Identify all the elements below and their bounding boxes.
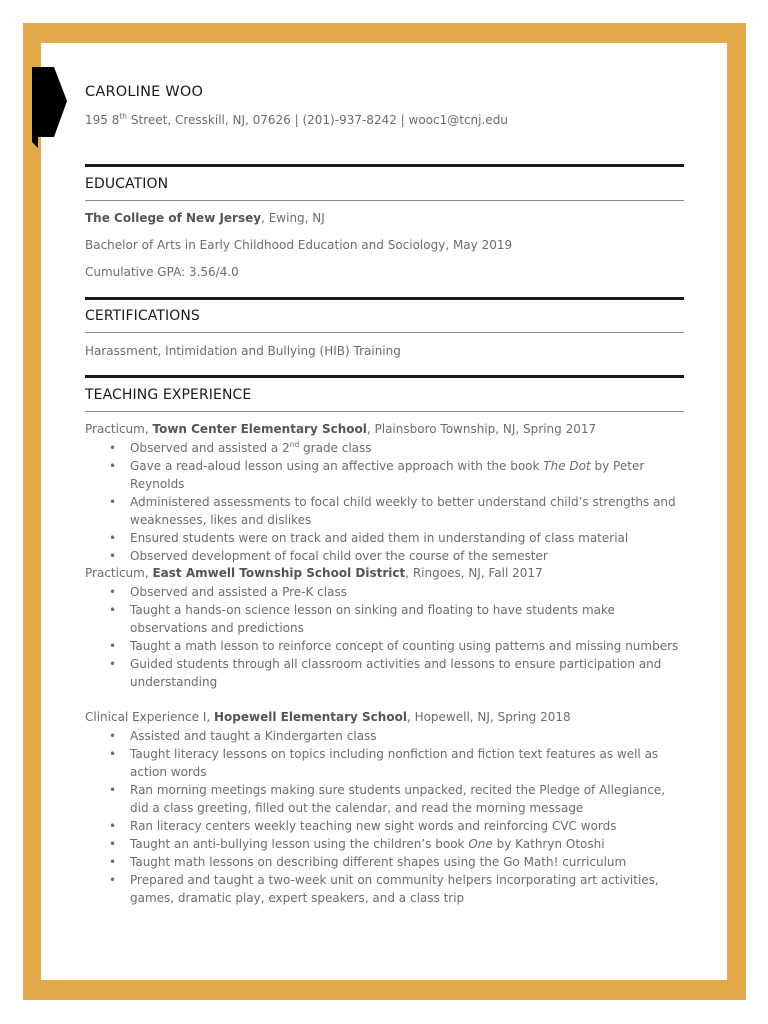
section-title-certifications: CERTIFICATIONS xyxy=(85,308,200,324)
list-item: • Ran literacy centers weekly teaching new sight words and reinforcing CVC words xyxy=(109,819,617,833)
bullet-icon: • xyxy=(109,657,117,671)
bullet-icon: • xyxy=(109,531,117,545)
list-item: • Prepared and taught a two-week unit on community helpers incorporating art activities, games, dramatic play, expert speakers, and a class trip xyxy=(109,873,659,905)
bullet-icon: • xyxy=(109,459,117,473)
education-gpa: Cumulative GPA: 3.56/4.0 xyxy=(85,265,239,279)
job-heading: Clinical Experience I, Hopewell Elementary School, Hopewell, NJ, Spring 2018 xyxy=(85,710,571,724)
education-school: The College of New Jersey, Ewing, NJ xyxy=(85,211,325,225)
contact-line: 195 8th Street, Cresskill, NJ, 07626 | (201)-937-8242 | wooc1@tcnj.edu xyxy=(85,112,508,127)
header-tab-marker xyxy=(32,67,68,148)
job-bullet-list xyxy=(85,439,685,565)
bullet-icon: • xyxy=(109,549,117,563)
section-rule-thick xyxy=(85,297,684,300)
section-title-education: EDUCATION xyxy=(85,176,169,192)
list-item: • Gave a read-aloud lesson using an affective approach with the book The Dot by Peter Reynolds xyxy=(109,459,645,491)
list-item: • Taught a hands-on science lesson on sinking and floating to have students make observations and predictions xyxy=(109,603,615,635)
section-rule-thick xyxy=(85,164,684,167)
bullet-icon: • xyxy=(109,855,117,869)
bullet-icon: • xyxy=(109,585,117,599)
list-item: • Observed and assisted a Pre-K class xyxy=(109,585,347,599)
list-item: • Observed and assisted a 2nd grade class xyxy=(109,440,372,455)
applicant-name: CAROLINE WOO xyxy=(85,84,204,100)
bullet-icon: • xyxy=(109,729,117,743)
bullet-icon: • xyxy=(109,819,117,833)
list-item: • Taught an anti-bullying lesson using the children’s book One by Kathryn Otoshi xyxy=(109,837,605,851)
list-item: • Administered assessments to focal child weekly to better understand child’s strengths and weaknesses, likes and dislikes xyxy=(109,495,676,527)
list-item: • Taught literacy lessons on topics including nonfiction and fiction text features as well as action words xyxy=(109,747,659,779)
job-heading: Practicum, Town Center Elementary School, Plainsboro Township, NJ, Spring 2017 xyxy=(85,422,597,436)
list-item: • Observed development of focal child over the course of the semester xyxy=(109,549,548,563)
list-item: • Guided students through all classroom activities and lessons to ensure participation and understanding xyxy=(109,657,662,689)
bullet-icon: • xyxy=(109,837,117,851)
section-rule-thick xyxy=(85,375,684,378)
list-item: • Ensured students were on track and aided them in understanding of class material xyxy=(109,531,629,545)
bullet-icon: • xyxy=(109,873,117,887)
list-item: • Assisted and taught a Kindergarten class xyxy=(109,729,377,743)
section-title-experience: TEACHING EXPERIENCE xyxy=(85,387,252,403)
bullet-icon: • xyxy=(109,441,117,455)
list-item: • Taught math lessons on describing different shapes using the Go Math! curriculum xyxy=(109,855,627,869)
bullet-icon: • xyxy=(109,783,117,797)
education-degree: Bachelor of Arts in Early Childhood Education and Sociology, May 2019 xyxy=(85,238,513,252)
job-bullet-list xyxy=(85,583,685,691)
bullet-icon: • xyxy=(109,639,117,653)
list-item: • Taught a math lesson to reinforce concept of counting using patterns and missing numbers xyxy=(109,639,679,653)
job-bullet-list xyxy=(85,727,685,907)
section-rule-thin xyxy=(85,332,684,333)
section-rule-thin xyxy=(85,200,684,201)
certification-item: Harassment, Intimidation and Bullying (HIB) Training xyxy=(85,344,401,358)
bullet-icon: • xyxy=(109,747,117,761)
bullet-icon: • xyxy=(109,495,117,509)
bullet-icon: • xyxy=(109,603,117,617)
job-heading: Practicum, East Amwell Township School District, Ringoes, NJ, Fall 2017 xyxy=(85,566,543,580)
list-item: • Ran morning meetings making sure students unpacked, recited the Pledge of Allegiance, did a class greeting, filled out the calendar, and read the morning message xyxy=(109,783,666,815)
section-rule-thin xyxy=(85,411,684,412)
